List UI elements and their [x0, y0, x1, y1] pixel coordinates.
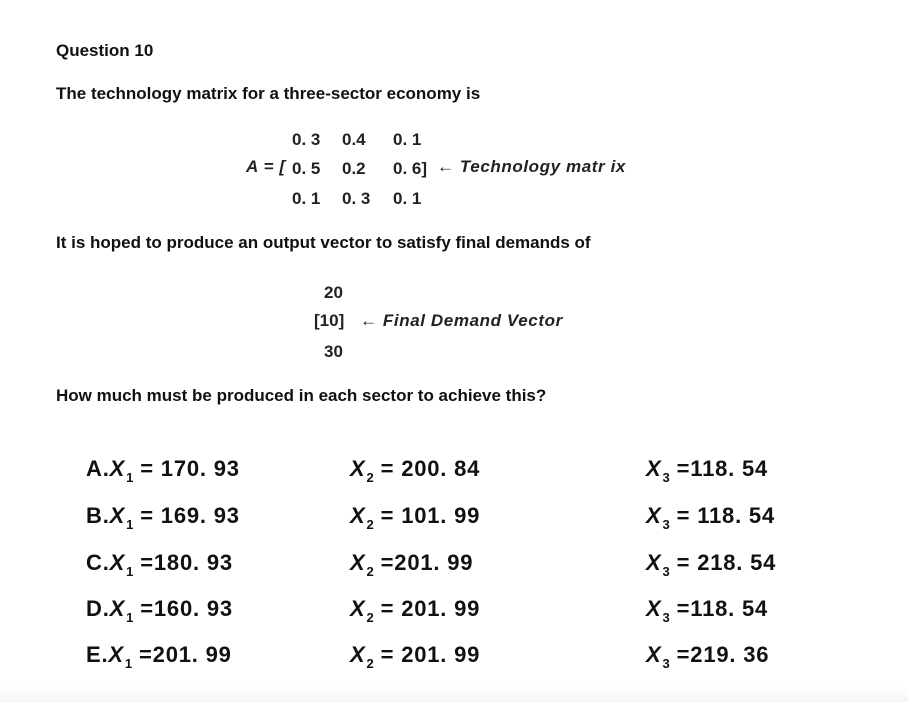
- var-x: X: [646, 503, 662, 528]
- var-x: X: [646, 456, 662, 481]
- subscript: 2: [366, 564, 374, 579]
- subscript: 3: [662, 656, 670, 671]
- option-e[interactable]: [86, 642, 232, 671]
- x1-value: = 170. 93: [140, 456, 240, 481]
- x2-value: = 101. 99: [380, 503, 481, 528]
- x3-value: =118. 54: [676, 456, 769, 481]
- x1-value: = 169. 93: [140, 503, 240, 528]
- var-x: X: [350, 456, 366, 481]
- x3-value: =118. 54: [676, 596, 769, 621]
- option-e-x3: [646, 642, 769, 671]
- subscript: 1: [126, 610, 134, 625]
- subscript: 1: [126, 564, 134, 579]
- subscript: 3: [662, 610, 670, 625]
- demand-intro-text: It is hoped to produce an output vector to satisfy final demands of: [56, 233, 591, 252]
- option-letter: A.: [86, 456, 110, 481]
- x3-value: =219. 36: [676, 642, 770, 667]
- option-b[interactable]: [86, 503, 240, 532]
- subscript: 2: [366, 517, 374, 532]
- matrix-cell: 0.2: [342, 159, 366, 178]
- option-e-x2: [350, 642, 480, 671]
- matrix-cell: 0. 1: [393, 189, 422, 208]
- option-letter: B.: [86, 503, 110, 528]
- var-x: X: [646, 550, 662, 575]
- option-a-x3: [646, 456, 768, 485]
- option-letter: E.: [86, 642, 109, 667]
- option-b-x3: [646, 503, 775, 532]
- option-d-x2: [350, 596, 480, 625]
- option-letter: C.: [86, 550, 110, 575]
- final-demand-note: ← Final Demand Vector: [360, 311, 563, 330]
- option-b-x2: [350, 503, 480, 532]
- demand-value: 20: [324, 283, 343, 302]
- matrix-label: A = [: [246, 157, 286, 176]
- page-bottom-edge: [0, 686, 908, 702]
- subscript: 3: [662, 517, 670, 532]
- var-x: X: [108, 642, 124, 667]
- x1-value: =201. 99: [139, 642, 232, 667]
- var-x: X: [646, 642, 662, 667]
- subscript: 2: [366, 470, 374, 485]
- var-x: X: [109, 503, 126, 528]
- x1-value: =180. 93: [140, 550, 233, 575]
- var-x: X: [109, 550, 126, 575]
- matrix-cell: 0. 6]: [393, 159, 428, 178]
- matrix-cell: 0. 5: [292, 159, 321, 178]
- subscript: 1: [126, 470, 134, 485]
- subscript: 3: [662, 470, 670, 485]
- var-x: X: [350, 642, 366, 667]
- subscript: 3: [662, 564, 670, 579]
- var-x: X: [109, 596, 126, 621]
- matrix-cell: 0. 1: [292, 189, 321, 208]
- subscript: 2: [366, 610, 374, 625]
- option-a-x2: [350, 456, 480, 485]
- demand-value: [10]: [314, 311, 345, 330]
- x3-value: = 218. 54: [676, 550, 777, 575]
- x3-value: = 118. 54: [676, 503, 775, 528]
- question-prompt: How much must be produced in each sector to achieve this?: [56, 386, 547, 405]
- intro-text: The technology matrix for a three-sector economy is: [56, 84, 481, 103]
- subscript: 2: [366, 656, 374, 671]
- option-letter: D.: [86, 596, 110, 621]
- var-x: X: [646, 596, 662, 621]
- demand-value: 30: [324, 342, 343, 361]
- matrix-cell: 0.4: [342, 130, 366, 149]
- option-a[interactable]: [86, 456, 240, 485]
- option-d[interactable]: [86, 596, 233, 625]
- question-title: Question 10: [56, 41, 154, 60]
- matrix-cell: 0. 3: [292, 130, 321, 149]
- option-c-x3: [646, 550, 776, 579]
- option-c[interactable]: [86, 550, 233, 579]
- subscript: 1: [124, 656, 133, 671]
- option-d-x3: [646, 596, 768, 625]
- option-c-x2: [350, 550, 473, 579]
- x2-value: =201. 99: [380, 550, 474, 575]
- var-x: X: [350, 550, 366, 575]
- subscript: 1: [126, 517, 134, 532]
- x2-value: = 201. 99: [380, 596, 481, 621]
- var-x: X: [109, 456, 126, 481]
- matrix-cell: 0. 3: [342, 189, 371, 208]
- x2-value: = 200. 84: [380, 456, 481, 481]
- var-x: X: [350, 596, 366, 621]
- matrix-cell: 0. 1: [393, 130, 422, 149]
- x2-value: = 201. 99: [380, 642, 481, 667]
- var-x: X: [350, 503, 366, 528]
- x1-value: =160. 93: [140, 596, 233, 621]
- technology-matrix-note: ← Technology matr ix: [437, 157, 626, 176]
